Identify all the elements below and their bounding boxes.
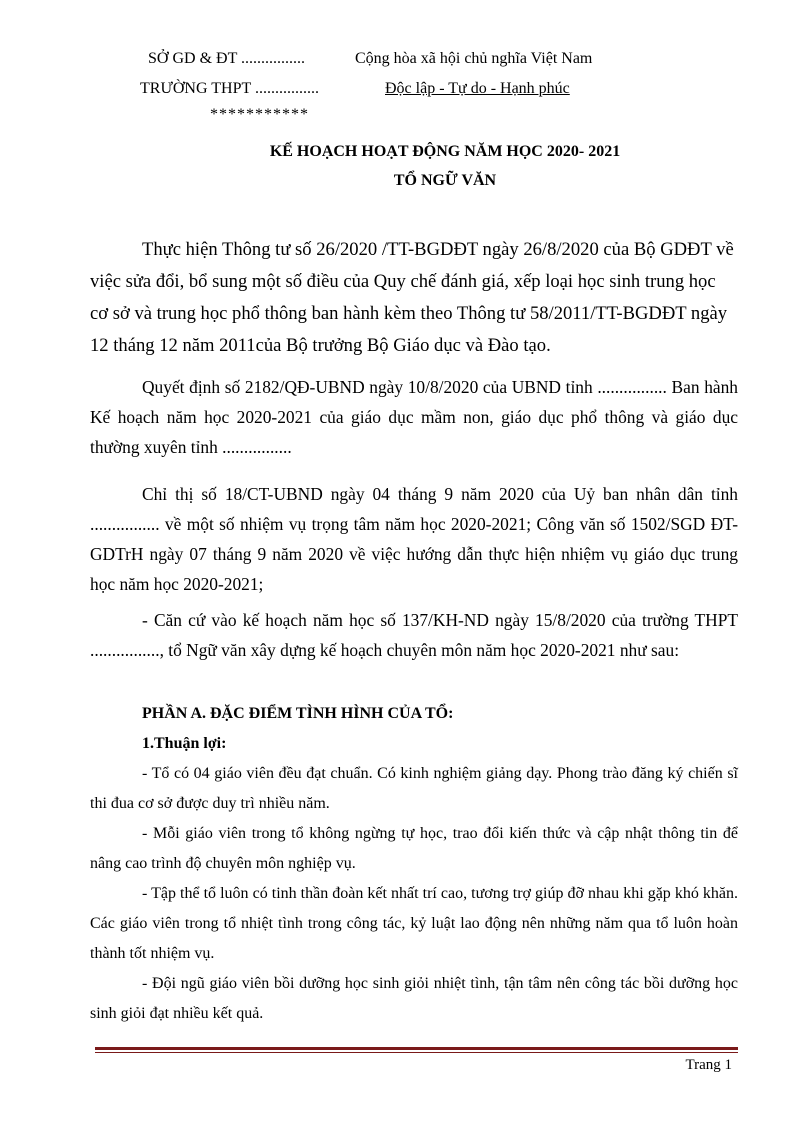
section-a-subheading: 1.Thuận lợi: (142, 735, 227, 752)
intro-paragraph-1 (90, 234, 738, 362)
paragraph-text: Chỉ thị số 18/CT-UBND ngày 04 tháng 9 năm 2020 của Uỷ ban nhân dân tỉnh ................ về một số nhiệm vụ trọng tâm năm học 2020-2021; Công văn số 1502/SGD ĐT-GDTrH ngày 07 tháng 9 năm 2020 về việc hướng dẫn thực hiện nhiệm vụ giáo dục trung học năm học 2020-2021; (90, 484, 738, 594)
document-title: KẾ HOẠCH HOẠT ĐỘNG NĂM HỌC 2020- 2021 (269, 143, 621, 160)
header-department: SỞ GD & ĐT ................ (148, 50, 306, 67)
list-item: - Mỗi giáo viên trong tổ không ngừng tự học, trao đổi kiến thức và cập nhật thông tin để nâng cao trình độ chuyên môn nghiệp vụ. (90, 825, 738, 872)
intro-paragraph-3 (90, 479, 738, 599)
paragraph-text: - Căn cứ vào kế hoạch năm học số 137/KH-ND ngày 15/8/2020 của trường THPT ................, tổ Ngữ văn xây dựng kế hoạch chuyên môn năm học 2020-2021 như sau: (90, 610, 738, 660)
header-republic: Cộng hòa xã hội chủ nghĩa Việt Nam (355, 50, 593, 67)
footer-rule (95, 1047, 738, 1053)
paragraph-text: Quyết định số 2182/QĐ-UBND ngày 10/8/2020 của UBND tỉnh ................ Ban hành Kế hoạch năm học 2020-2021 của giáo dục mầm non, giáo dục phổ thông và giáo dục thường xuyên tỉnh ................ (90, 377, 738, 457)
section-a-heading: PHẦN A. ĐẶC ĐIỂM TÌNH HÌNH CỦA TỔ: (142, 705, 454, 722)
list-item: - Tập thể tổ luôn có tinh thần đoàn kết nhất trí cao, tương trợ giúp đỡ nhau khi gặp khó khăn. Các giáo viên trong tổ nhiệt tình trong công tác, kỷ luật lao động nên những năm qua tổ luôn hoàn thành tốt nhiệm vụ. (90, 885, 738, 962)
page-number: Trang 1 (685, 1057, 732, 1073)
header-stars: *********** (210, 106, 309, 123)
header-motto: Độc lập - Tự do - Hạnh phúc (385, 80, 570, 97)
footer-rule-thick (95, 1047, 738, 1050)
header-school: TRƯỜNG THPT ................ (140, 80, 319, 97)
paragraph-text: Thực hiện Thông tư số 26/2020 /TT-BGDĐT ngày 26/8/2020 của Bộ GDĐT về việc sửa đổi, bổ sung một số điều của Quy chế đánh giá, xếp loại học sinh trung học cơ sở và trung học phổ thông ban hành kèm theo Thông tư 58/2011/TT-BGDĐT ngày 12 tháng 12 năm 2011của Bộ trưởng Bộ Giáo dục và Đào tạo. (90, 239, 734, 356)
footer-rule-thin (95, 1052, 738, 1053)
list-item: - Đội ngũ giáo viên bồi dưỡng học sinh giỏi nhiệt tình, tận tâm nên công tác bồi dưỡng học sinh giỏi đạt nhiều kết quả. (90, 975, 738, 1022)
intro-paragraph-4 (90, 605, 738, 665)
document-subtitle: TỔ NGỮ VĂN (393, 172, 497, 189)
section-a (90, 699, 738, 1029)
intro-paragraph-2 (90, 372, 738, 462)
list-item: - Tổ có 04 giáo viên đều đạt chuẩn. Có kinh nghiệm giảng dạy. Phong trào đăng ký chiến sĩ thi đua cơ sở được duy trì nhiều năm. (90, 765, 738, 812)
